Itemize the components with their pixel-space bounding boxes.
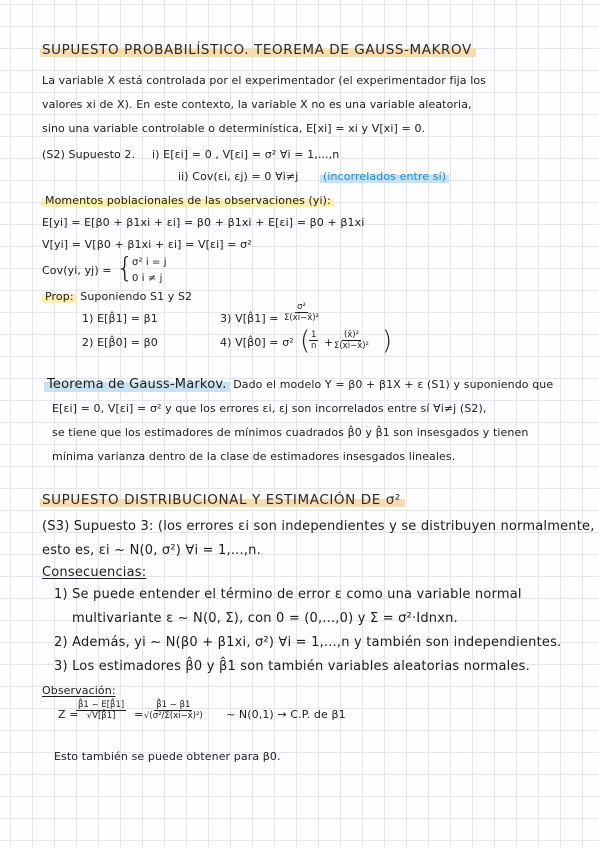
supuesto-3-line-1: (S3) Supuesto 3: (los errores εi son independientes y se distribuyen normalmente, [42, 519, 595, 534]
teorema-line-4: mínima varianza dentro de la clase de estimadores insesgados lineales. [52, 450, 456, 463]
covariance-case-different: 0 i ≠ j [132, 273, 163, 284]
teorema-line-2: E[εi] = 0, V[εi] = σ² y que los errores εi, εj son incorrelados entre sí ∀i≠j (S2), [52, 402, 487, 415]
intro-line-3: sino una variable controlable o determinística, E[xi] = xi y V[xi] = 0. [42, 122, 426, 135]
obs-fraction-2: $\frac{\betâ1 - \beta 1}{\text{√(σ²/Σ(xi−x̄)²)}}$ [144, 700, 203, 721]
supuesto-2-line-1: i) E[εi] = 0 , V[εi] = σ² ∀i = 1,...,n [152, 148, 340, 161]
prop-item-4-close-paren: ) [382, 326, 393, 356]
obs-z-label: Z = [58, 708, 79, 721]
consecuencia-1-cont: multivariante ε ~ N(0, Σ), con 0 = (0,...,0) y Σ = σ²·Idnxn. [72, 611, 458, 626]
momentos-variance: V[yi] = V[β0 + β1xi + εi] = V[εi] = σ² [42, 238, 252, 251]
consecuencia-2: 2) Además, yi ~ N(β0 + β1xi, σ²) ∀i = 1,...,n y también son independientes. [54, 635, 562, 650]
prop-item-3-fraction: $\frac{\text{σ²}}{\text{Σ(xi−x̄)²}}$ [284, 302, 319, 323]
momentos-expectation: E[yi] = E[β0 + β1xi + εi] = β0 + β1xi + E[εi] = β0 + β1xi [42, 216, 365, 229]
section-title-gauss-markov: SUPUESTO PROBABILÍSTICO. TEOREMA DE GAUSS-MAKROV [40, 42, 476, 57]
section-title-distribucional: SUPUESTO DISTRIBUCIONAL Y ESTIMACIÓN DE σ² [40, 492, 405, 507]
prop-item-2: 2) E[β̂0] = β0 [82, 336, 158, 349]
supuesto-2-line-2: ii) Cov(εi, εj) = 0 ∀i≠j [178, 170, 299, 183]
covariance-brace: { [116, 251, 134, 284]
momentos-heading: Momentos poblacionales de las observaciones (yi): [42, 194, 334, 208]
prop-item-1: 1) E[β̂1] = β1 [82, 312, 158, 325]
prop-item-4-open-paren: ( [300, 326, 311, 356]
intro-line-2: valores xi de X). En este contexto, la variable X no es una variable aleatoria, [42, 98, 472, 111]
teorema-line-3: se tiene que los estimadores de mínimos cuadrados β̂0 y β̂1 son insesgados y tienen [52, 426, 529, 439]
supuesto-3-line-2: esto es, εi ~ N(0, σ²) ∀i = 1,...,n. [42, 543, 261, 558]
obs-fraction-1: $\frac{\betâ1 - E[\betâ1]}{√V[\betâ1]}$ [78, 700, 125, 721]
prop-item-3-left: 3) V[β̂1] = [220, 312, 279, 325]
supuesto-2-label: (S2) Supuesto 2. [42, 148, 136, 161]
observacion-heading: Observación: [42, 684, 116, 697]
consecuencia-1: 1) Se puede entender el término de error ε como una variable normal [54, 587, 522, 602]
prop-item-4-fraction-a: $\frac{1}{n}$ [311, 330, 317, 351]
teorema-line-1: Teorema de Gauss-Markov. Dado el modelo Y = β0 + β1X + ε (S1) y suponiendo que [44, 378, 553, 392]
covariance-label: Cov(yi, yj) = [42, 264, 112, 277]
prop-item-4-plus: + [324, 336, 334, 349]
closing-line: Esto también se puede obtener para β0. [54, 750, 281, 763]
consecuencia-3: 3) Los estimadores β̂0 y β̂1 son también variables aleatorias normales. [54, 659, 530, 674]
prop-line: Prop: Suponiendo S1 y S2 [42, 290, 192, 304]
prop-item-4-left: 4) V[β̂0] = σ² [220, 336, 294, 349]
obs-equals: = [134, 708, 144, 721]
consecuencias-heading: Consecuencias: [42, 565, 147, 580]
prop-item-4-fraction-b: $\frac{\text{(x̄)²}}{\text{Σ(xi−x̄)²}}$ [334, 330, 369, 351]
obs-result: ~ N(0,1) → C.P. de β1 [226, 708, 346, 721]
supuesto-2-note: (incorrelados entre sí) [320, 170, 449, 184]
intro-line-1: La variable X está controlada por el experimentador (el experimentador fija los [42, 74, 487, 87]
covariance-case-equal: σ² i = j [132, 257, 167, 268]
